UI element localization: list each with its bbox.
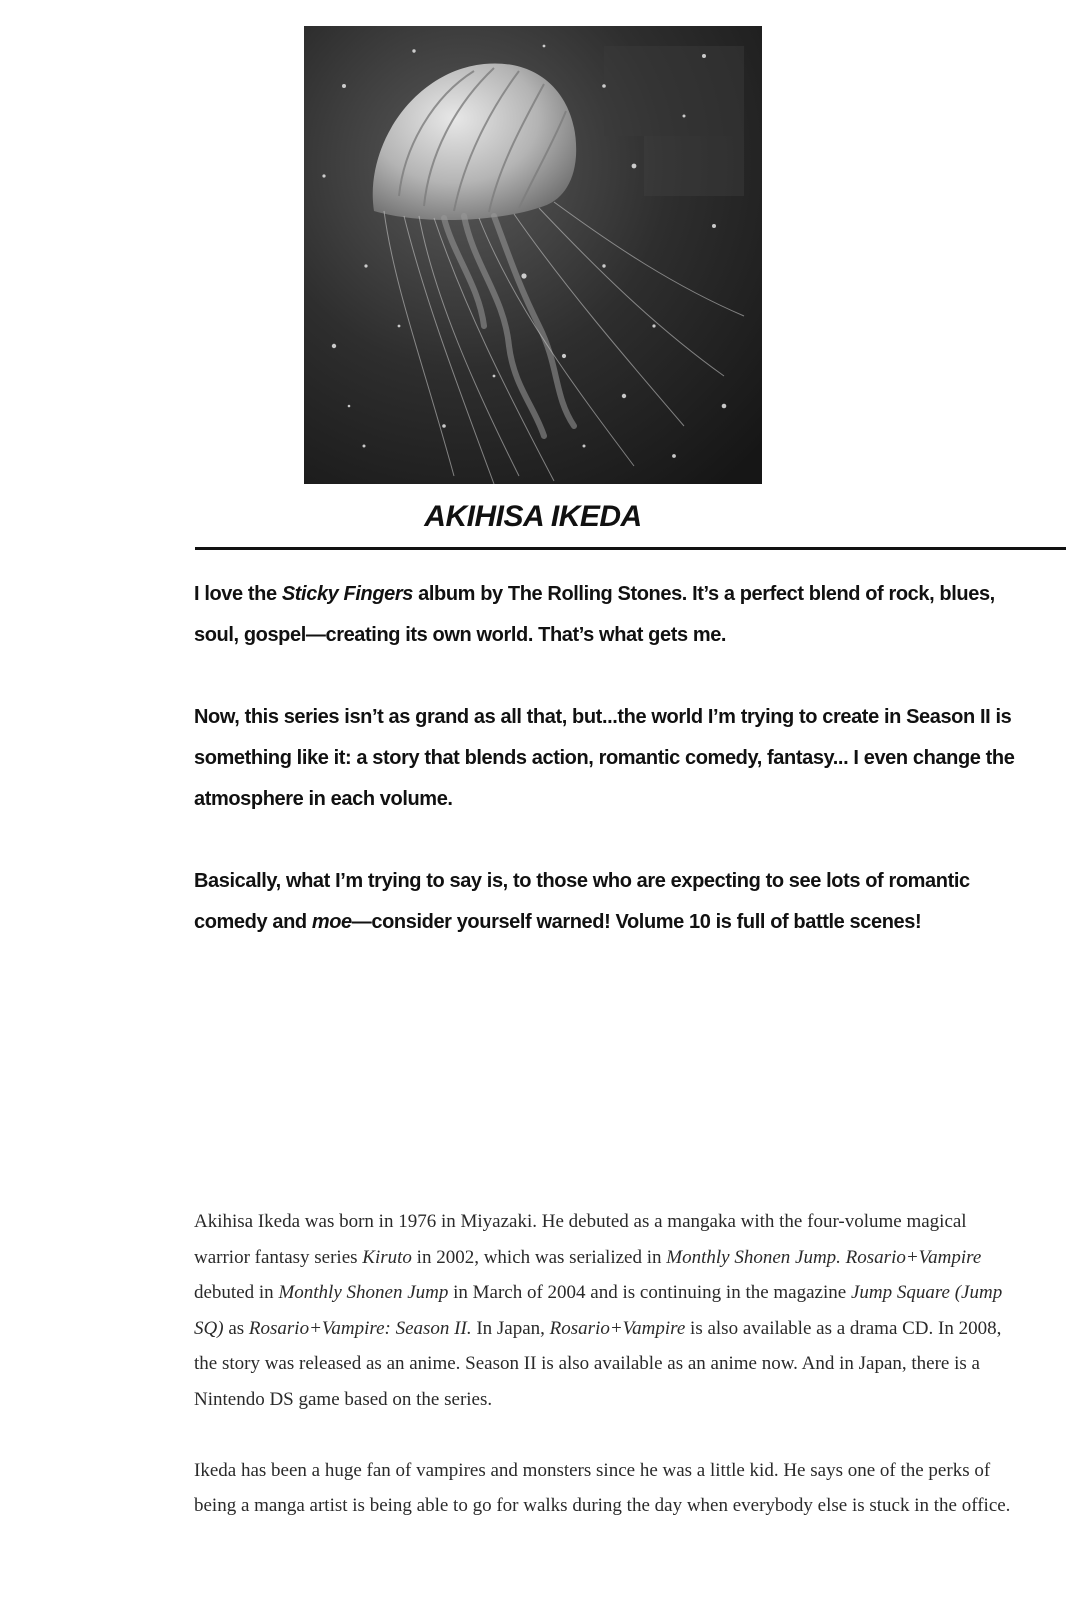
- author-name: AKIHISA IKEDA: [424, 500, 642, 533]
- author-biography: [194, 1204, 1014, 1559]
- author-comment: [194, 574, 1034, 984]
- comment-paragraph: I love the Sticky Fingers album by The Rolling Stones. It’s a perfect blend of rock, blues, soul, gospel—creating its own world. That’s what gets me.: [194, 583, 995, 646]
- bio-paragraph: Ikeda has been a huge fan of vampires and monsters since he was a little kid. He says one of the perks of being a manga artist is being able to go for walks during the day when everybody else is stuck in the office.: [194, 1459, 1011, 1517]
- jellyfish-illustration: [304, 26, 762, 484]
- header-divider: [195, 547, 1066, 550]
- comment-paragraph: Basically, what I’m trying to say is, to those who are expecting to see lots of romantic comedy and moe—consider yourself warned! Volume 10 is full of battle scenes!: [194, 870, 970, 933]
- comment-paragraph: Now, this series isn’t as grand as all that, but...the world I’m trying to create in Season II is something like it: a story that blends action, romantic comedy, fantasy... I even change the atmosphere in each volume.: [194, 706, 1015, 810]
- bio-paragraph: Akihisa Ikeda was born in 1976 in Miyazaki. He debuted as a mangaka with the four-volume magical warrior fantasy series Kiruto in 2002, which was serialized in Monthly Shonen Jump. Rosario+Vampire debuted in Monthly Shonen Jump in March of 2004 and is continuing in the magazine Jump Square (Jump SQ) as Rosario+Vampire: Season II. In Japan, Rosario+Vampire is also available as a drama CD. In 2008, the story was released as an anime. Season II is also available as an anime now. And in Japan, there is a Nintendo DS game based on the series.: [194, 1211, 1003, 1410]
